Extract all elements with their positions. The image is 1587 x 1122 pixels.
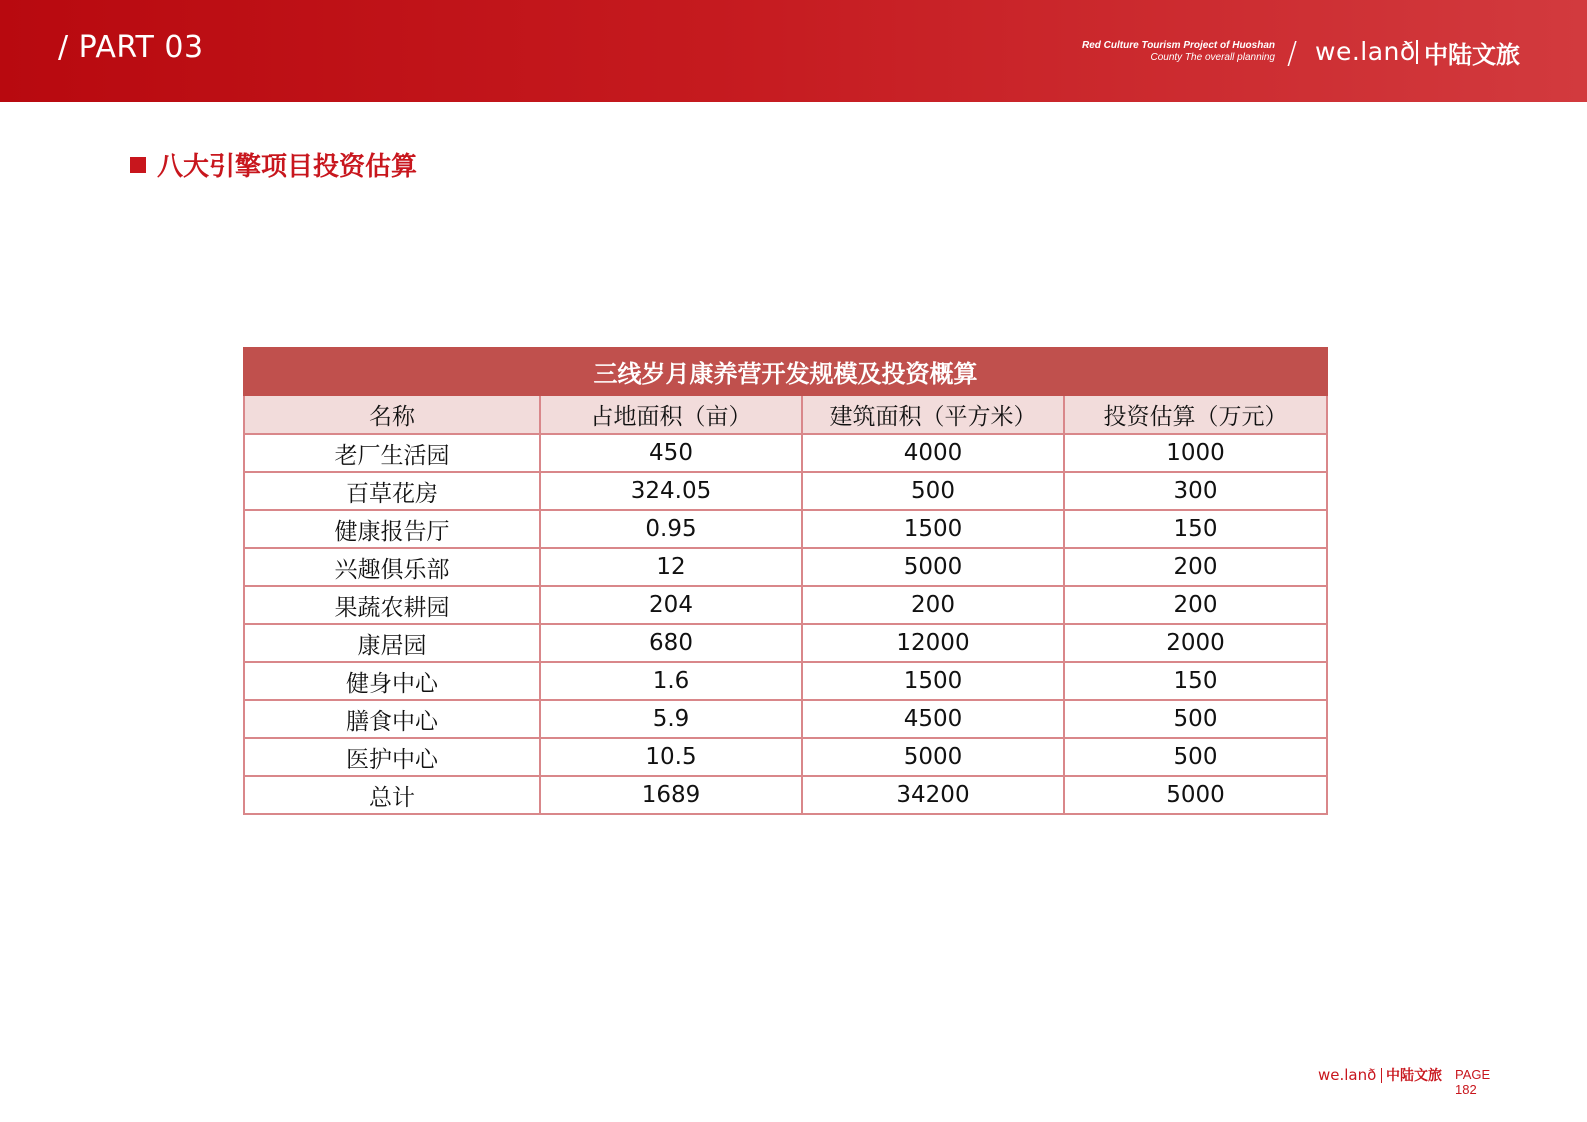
table-caption: 三线岁月康养营开发规模及投资概算	[244, 348, 1327, 395]
table-header-row	[244, 395, 1327, 434]
cell-investment: 5000	[1064, 776, 1327, 814]
table-row	[244, 472, 1327, 510]
cell-floor-area: 1500	[802, 510, 1064, 548]
footer-logo-divider	[1381, 1068, 1382, 1083]
project-subtitle-line2: County The overall planning	[1150, 52, 1275, 63]
cell-land-area: 1.6	[540, 662, 802, 700]
section-bullet-icon	[130, 157, 146, 173]
cell-floor-area: 5000	[802, 548, 1064, 586]
page-indicator	[1455, 1067, 1490, 1097]
column-header-investment: 投资估算（万元）	[1064, 395, 1327, 434]
cell-land-area: 5.9	[540, 700, 802, 738]
cell-name: 兴趣俱乐部	[244, 548, 540, 586]
cell-investment: 500	[1064, 738, 1327, 776]
cell-land-area: 12	[540, 548, 802, 586]
table-row	[244, 662, 1327, 700]
cell-investment: 300	[1064, 472, 1327, 510]
cell-floor-area: 5000	[802, 738, 1064, 776]
footer-logo-en: we.lanð	[1318, 1066, 1377, 1084]
brand-logo-cn: 中陆文旅	[1424, 41, 1520, 69]
cell-floor-area: 1500	[802, 662, 1064, 700]
cell-investment: 200	[1064, 548, 1327, 586]
table-row	[244, 434, 1327, 472]
part-label: / PART 03	[58, 30, 204, 65]
investment-table	[243, 347, 1328, 815]
footer-logo-cn: 中陆文旅	[1386, 1068, 1442, 1084]
logo-divider	[1416, 40, 1418, 64]
cell-investment: 150	[1064, 662, 1327, 700]
table-row	[244, 510, 1327, 548]
page-number: 182	[1455, 1082, 1477, 1097]
header-slash: /	[1287, 36, 1298, 71]
table-row	[244, 548, 1327, 586]
cell-name: 膳食中心	[244, 700, 540, 738]
cell-name: 健身中心	[244, 662, 540, 700]
table-row-total	[244, 776, 1327, 814]
brand-logo-en: we.lanð	[1315, 37, 1416, 66]
cell-land-area: 1689	[540, 776, 802, 814]
table-row	[244, 586, 1327, 624]
cell-name: 果蔬农耕园	[244, 586, 540, 624]
cell-land-area: 324.05	[540, 472, 802, 510]
cell-land-area: 680	[540, 624, 802, 662]
column-header-floor-area: 建筑面积（平方米）	[802, 395, 1064, 434]
cell-name: 百草花房	[244, 472, 540, 510]
cell-investment: 2000	[1064, 624, 1327, 662]
cell-investment: 500	[1064, 700, 1327, 738]
cell-investment: 200	[1064, 586, 1327, 624]
column-header-land-area: 占地面积（亩）	[540, 395, 802, 434]
cell-investment: 150	[1064, 510, 1327, 548]
table-row	[244, 738, 1327, 776]
cell-name: 康居园	[244, 624, 540, 662]
cell-name: 健康报告厅	[244, 510, 540, 548]
cell-floor-area: 4500	[802, 700, 1064, 738]
project-subtitle	[1000, 40, 1275, 64]
cell-floor-area: 12000	[802, 624, 1064, 662]
cell-floor-area: 4000	[802, 434, 1064, 472]
cell-floor-area: 500	[802, 472, 1064, 510]
cell-floor-area: 200	[802, 586, 1064, 624]
cell-land-area: 204	[540, 586, 802, 624]
cell-land-area: 0.95	[540, 510, 802, 548]
table-row	[244, 700, 1327, 738]
cell-name: 老厂生活园	[244, 434, 540, 472]
project-subtitle-line1: Red Culture Tourism Project of Huoshan	[1082, 40, 1275, 51]
column-header-name: 名称	[244, 395, 540, 434]
cell-name: 总计	[244, 776, 540, 814]
header-banner	[0, 0, 1587, 102]
cell-investment: 1000	[1064, 434, 1327, 472]
cell-floor-area: 34200	[802, 776, 1064, 814]
cell-land-area: 10.5	[540, 738, 802, 776]
cell-land-area: 450	[540, 434, 802, 472]
section-title: 八大引擎项目投资估算	[157, 152, 418, 182]
cell-name: 医护中心	[244, 738, 540, 776]
table-row	[244, 624, 1327, 662]
page-label: PAGE	[1455, 1067, 1491, 1082]
